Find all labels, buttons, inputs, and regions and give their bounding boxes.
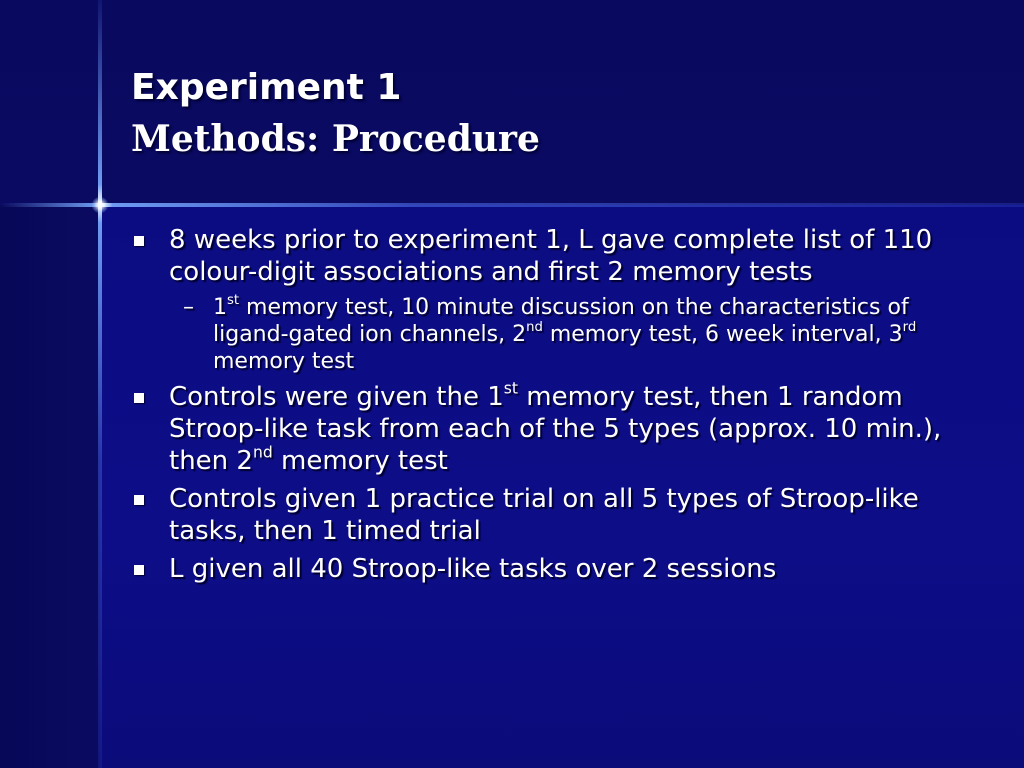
bullet-text: L given all 40 Stroop-like tasks over 2 sessions (169, 554, 777, 584)
sub-bullet-item (131, 294, 961, 375)
bullet-item (131, 483, 961, 547)
bullet-item (131, 224, 961, 288)
bullet-list (131, 224, 961, 591)
bullet-item (131, 553, 961, 585)
slide-title: Experiment 1 (131, 67, 402, 108)
vertical-accent-line (98, 0, 102, 768)
square-bullet-icon (134, 565, 144, 575)
square-bullet-icon (134, 495, 144, 505)
square-bullet-icon (134, 393, 144, 403)
sub-bullet-text: 1st memory test, 10 minute discussion on the characteristics of ligand-gated ion channels, 2nd memory test, 6 week interval, 3rd memory test (213, 293, 917, 374)
left-band (0, 205, 100, 768)
dash-bullet-icon: – (183, 295, 194, 320)
slide-subtitle: Methods: Procedure (131, 118, 540, 160)
horizontal-accent-line (0, 203, 1024, 207)
bullet-text: Controls given 1 practice trial on all 5 types of Stroop-like tasks, then 1 timed trial (169, 484, 919, 546)
bullet-text: Controls were given the 1st memory test, then 1 random Stroop-like task from each of the 5 types (approx. 10 min.), then 2nd memory test (169, 379, 942, 476)
light-flare-icon (92, 197, 108, 213)
bullet-text: 8 weeks prior to experiment 1, L gave complete list of 110 colour-digit associations and first 2 memory tests (169, 225, 933, 287)
bullet-item (131, 381, 961, 477)
square-bullet-icon (134, 236, 144, 246)
